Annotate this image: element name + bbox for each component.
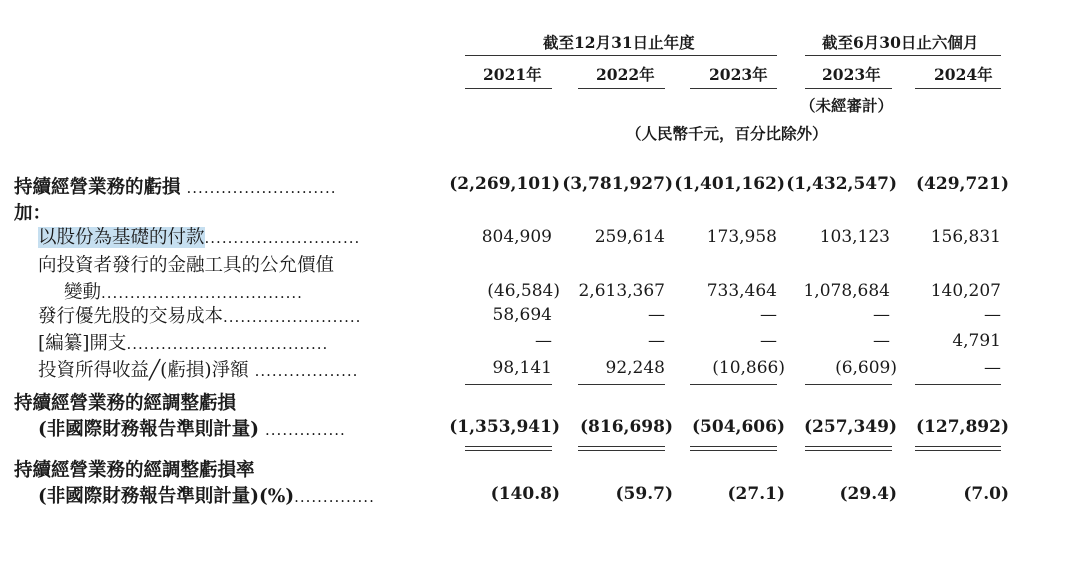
row-continuing-loss-dots: .......................... xyxy=(186,179,337,197)
row-adjusted-loss-rate-label-line2 xyxy=(38,482,375,508)
cell-r12-2023b: (29.4) xyxy=(839,484,897,504)
cell-r7-2021: — xyxy=(535,331,552,351)
row-adjusted-loss-label-line2 xyxy=(38,415,346,441)
cell-r6-2023b: — xyxy=(873,305,890,325)
cell-r1-2023a: (1,401,162) xyxy=(674,174,785,194)
cell-r6-2024: — xyxy=(984,305,1001,325)
header-group-year-rule xyxy=(465,55,777,56)
cell-r3-2023b: 103,123 xyxy=(819,227,890,247)
cell-r10-2021: (1,353,941) xyxy=(449,417,560,437)
row-fair-value-label-line1: 向投資者發行的金融工具的公允價值 xyxy=(38,255,335,276)
cell-r1-2024: (429,721) xyxy=(916,174,1009,194)
header-rule-2022 xyxy=(578,88,665,89)
cell-r8-2023b: (6,609) xyxy=(835,358,897,378)
subtotal-rule-2021 xyxy=(465,384,552,385)
cell-r3-2023a: 173,958 xyxy=(706,227,777,247)
header-rule-2023a xyxy=(690,88,777,89)
cell-r5-2023b: 1,078,684 xyxy=(803,281,890,301)
header-rule-2024 xyxy=(915,88,1001,89)
cell-r10-2023b: (257,349) xyxy=(804,417,897,437)
row-transaction-cost-text: 發行優先股的交易成本 xyxy=(38,306,224,327)
cell-r7-2023a: — xyxy=(760,331,777,351)
cell-r3-2021: 804,909 xyxy=(481,227,552,247)
cell-r10-2022: (816,698) xyxy=(580,417,673,437)
header-unaudited: （未經審計） xyxy=(800,96,894,115)
header-rule-2023b xyxy=(805,88,892,89)
cell-r8-2024: — xyxy=(984,358,1001,378)
row-share-based-dots: ........................... xyxy=(204,229,361,247)
header-col-2022: 2022年 xyxy=(596,65,655,84)
cell-r7-2024: 4,791 xyxy=(952,331,1001,351)
row-share-based-label xyxy=(38,223,360,249)
total-rule-2022 xyxy=(578,446,665,451)
cell-r10-2024: (127,892) xyxy=(916,417,1009,437)
header-col-2021: 2021年 xyxy=(483,65,542,84)
cell-r5-2021: (46,584) xyxy=(487,281,560,301)
cell-r12-2023a: (27.1) xyxy=(727,484,785,504)
header-unit-note: （人民幣千元，百分比除外） xyxy=(626,124,828,143)
header-group-half: 截至6月30日止六個月 xyxy=(822,33,979,52)
cell-r1-2022: (3,781,927) xyxy=(562,174,673,194)
subtotal-rule-2024 xyxy=(915,384,1001,385)
cell-r5-2023a: 733,464 xyxy=(706,281,777,301)
row-continuing-loss-label xyxy=(14,173,337,199)
cell-r10-2023a: (504,606) xyxy=(692,417,785,437)
cell-r12-2021: (140.8) xyxy=(490,484,560,504)
cell-r8-2022: 92,248 xyxy=(605,358,665,378)
row-fair-value-text: 變動 xyxy=(64,282,102,303)
row-adjusted-loss-text: (非國際財務報告準則計量) xyxy=(38,419,260,440)
cell-r12-2024: (7.0) xyxy=(963,484,1009,504)
subtotal-rule-2023b xyxy=(805,384,892,385)
cell-r7-2022: — xyxy=(648,331,665,351)
header-group-year: 截至12月31日止年度 xyxy=(543,33,695,52)
cell-r8-2023a: (10,866) xyxy=(712,358,785,378)
row-adjusted-loss-label-line1: 持續經營業務的經調整虧損 xyxy=(14,393,237,414)
cell-r5-2024: 140,207 xyxy=(930,281,1001,301)
row-redacted-expense-text: [編纂]開支 xyxy=(38,333,127,354)
subtotal-rule-2022 xyxy=(578,384,665,385)
row-fair-value-label-line2 xyxy=(64,278,303,304)
header-col-2024: 2024年 xyxy=(934,65,993,84)
row-adjusted-loss-rate-label-line1: 持續經營業務的經調整虧損率 xyxy=(14,460,255,481)
cell-r1-2023b: (1,432,547) xyxy=(786,174,897,194)
cell-r5-2022: 2,613,367 xyxy=(578,281,665,301)
cell-r6-2023a: — xyxy=(760,305,777,325)
cell-r7-2023b: — xyxy=(873,331,890,351)
row-fair-value-dots: ................................... xyxy=(101,284,303,302)
cell-r8-2021: 98,141 xyxy=(492,358,552,378)
row-add-label: 加： xyxy=(14,203,52,224)
row-adjusted-loss-rate-text: (非國際財務報告準則計量)(%) xyxy=(38,486,295,507)
row-redacted-expense-dots: ................................... xyxy=(126,335,329,353)
row-investment-gain-dots: .................. xyxy=(254,362,359,380)
total-rule-2023a xyxy=(690,446,777,451)
cell-r3-2022: 259,614 xyxy=(594,227,665,247)
row-continuing-loss-text: 持續經營業務的虧損 xyxy=(14,177,181,198)
header-rule-2021 xyxy=(465,88,552,89)
cell-r6-2022: — xyxy=(648,305,665,325)
row-transaction-cost-dots: ........................ xyxy=(223,308,362,326)
row-adjusted-loss-dots: .............. xyxy=(265,421,346,439)
total-rule-2024 xyxy=(915,446,1001,451)
header-col-2023b: 2023年 xyxy=(822,65,881,84)
row-investment-gain-text: 投資所得收益╱(虧損)淨額 xyxy=(38,360,249,381)
cell-r12-2022: (59.7) xyxy=(615,484,673,504)
header-col-2023a: 2023年 xyxy=(709,65,768,84)
subtotal-rule-2023a xyxy=(690,384,777,385)
cell-r3-2024: 156,831 xyxy=(930,227,1001,247)
row-redacted-expense-label xyxy=(38,329,328,355)
cell-r6-2021: 58,694 xyxy=(492,305,552,325)
row-adjusted-loss-rate-dots: .............. xyxy=(294,488,375,506)
cell-r1-2021: (2,269,101) xyxy=(449,174,560,194)
total-rule-2023b xyxy=(805,446,892,451)
row-share-based-text: 以股份為基礎的付款 xyxy=(38,227,205,248)
row-investment-gain-label xyxy=(38,356,358,382)
row-transaction-cost-label xyxy=(38,302,361,328)
header-group-half-rule xyxy=(805,55,1001,56)
total-rule-2021 xyxy=(465,446,552,451)
